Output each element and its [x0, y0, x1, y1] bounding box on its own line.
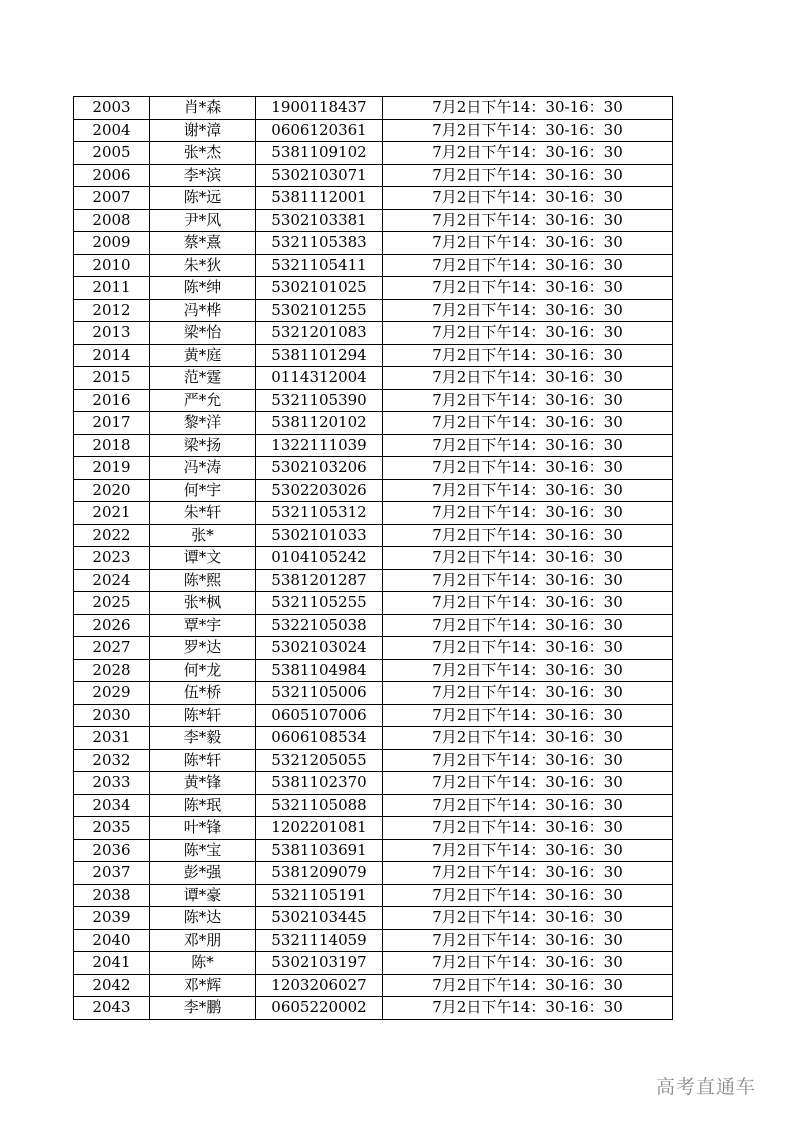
table-row: [74, 164, 673, 187]
id-cell: 5321114059: [256, 929, 383, 952]
time-cell: 7月2日下午14：30-16：30: [383, 884, 673, 907]
name-cell: 张*枫: [150, 592, 256, 615]
time-cell: 7月2日下午14：30-16：30: [383, 929, 673, 952]
seq-cell: 2013: [74, 322, 150, 345]
table-row: [74, 299, 673, 322]
id-cell: 5381101294: [256, 344, 383, 367]
time-cell: 7月2日下午14：30-16：30: [383, 907, 673, 930]
name-cell: 罗*达: [150, 637, 256, 660]
seq-cell: 2027: [74, 637, 150, 660]
name-cell: 冯*涛: [150, 457, 256, 480]
name-cell: 邓*朋: [150, 929, 256, 952]
seq-cell: 2015: [74, 367, 150, 390]
name-cell: 彭*强: [150, 862, 256, 885]
time-cell: 7月2日下午14：30-16：30: [383, 839, 673, 862]
seq-cell: 2009: [74, 232, 150, 255]
table-row: [74, 457, 673, 480]
name-cell: 陈*绅: [150, 277, 256, 300]
id-cell: 5381120102: [256, 412, 383, 435]
name-cell: 尹*风: [150, 209, 256, 232]
id-cell: 5302103024: [256, 637, 383, 660]
time-cell: 7月2日下午14：30-16：30: [383, 592, 673, 615]
time-cell: 7月2日下午14：30-16：30: [383, 524, 673, 547]
seq-cell: 2033: [74, 772, 150, 795]
table-row: [74, 974, 673, 997]
id-cell: 5321105255: [256, 592, 383, 615]
id-cell: 5302103445: [256, 907, 383, 930]
name-cell: 黄*锋: [150, 772, 256, 795]
time-cell: 7月2日下午14：30-16：30: [383, 119, 673, 142]
time-cell: 7月2日下午14：30-16：30: [383, 187, 673, 210]
name-cell: 朱*轩: [150, 502, 256, 525]
table-row: [74, 862, 673, 885]
table-row: [74, 367, 673, 390]
table-row: [74, 817, 673, 840]
id-cell: 5321105191: [256, 884, 383, 907]
table-row: [74, 97, 673, 120]
time-cell: 7月2日下午14：30-16：30: [383, 457, 673, 480]
id-cell: 0104105242: [256, 547, 383, 570]
name-cell: 朱*狄: [150, 254, 256, 277]
table-row: [74, 479, 673, 502]
seq-cell: 2016: [74, 389, 150, 412]
name-cell: 黎*洋: [150, 412, 256, 435]
id-cell: 5381109102: [256, 142, 383, 165]
name-cell: 陈*轩: [150, 704, 256, 727]
seq-cell: 2005: [74, 142, 150, 165]
table-row: [74, 119, 673, 142]
time-cell: 7月2日下午14：30-16：30: [383, 727, 673, 750]
table-row: [74, 344, 673, 367]
time-cell: 7月2日下午14：30-16：30: [383, 389, 673, 412]
id-cell: 5302103197: [256, 952, 383, 975]
id-cell: 5302101255: [256, 299, 383, 322]
name-cell: 李*滨: [150, 164, 256, 187]
id-cell: 5381103691: [256, 839, 383, 862]
time-cell: 7月2日下午14：30-16：30: [383, 659, 673, 682]
seq-cell: 2025: [74, 592, 150, 615]
seq-cell: 2004: [74, 119, 150, 142]
time-cell: 7月2日下午14：30-16：30: [383, 974, 673, 997]
seq-cell: 2014: [74, 344, 150, 367]
time-cell: 7月2日下午14：30-16：30: [383, 434, 673, 457]
seq-cell: 2012: [74, 299, 150, 322]
id-cell: 0605107006: [256, 704, 383, 727]
seq-cell: 2029: [74, 682, 150, 705]
time-cell: 7月2日下午14：30-16：30: [383, 862, 673, 885]
table-row: [74, 704, 673, 727]
seq-cell: 2032: [74, 749, 150, 772]
id-cell: 5321105312: [256, 502, 383, 525]
name-cell: 张*杰: [150, 142, 256, 165]
name-cell: 李*鹏: [150, 997, 256, 1020]
time-cell: 7月2日下午14：30-16：30: [383, 817, 673, 840]
table-row: [74, 727, 673, 750]
seq-cell: 2022: [74, 524, 150, 547]
name-cell: 覃*宇: [150, 614, 256, 637]
id-cell: 1322111039: [256, 434, 383, 457]
name-cell: 谢*漳: [150, 119, 256, 142]
name-cell: 蔡*熹: [150, 232, 256, 255]
table-row: [74, 907, 673, 930]
time-cell: 7月2日下午14：30-16：30: [383, 794, 673, 817]
seq-cell: 2040: [74, 929, 150, 952]
id-cell: 0606120361: [256, 119, 383, 142]
seq-cell: 2003: [74, 97, 150, 120]
id-cell: 5321105006: [256, 682, 383, 705]
id-cell: 5321105383: [256, 232, 383, 255]
id-cell: 5321105411: [256, 254, 383, 277]
name-cell: 黄*庭: [150, 344, 256, 367]
id-cell: 5381104984: [256, 659, 383, 682]
table-row: [74, 524, 673, 547]
table-row: [74, 389, 673, 412]
time-cell: 7月2日下午14：30-16：30: [383, 502, 673, 525]
name-cell: 陈*宝: [150, 839, 256, 862]
time-cell: 7月2日下午14：30-16：30: [383, 142, 673, 165]
id-cell: 5302101033: [256, 524, 383, 547]
watermark-text: 高考直通车: [656, 1076, 757, 1098]
seq-cell: 2035: [74, 817, 150, 840]
table-row: [74, 794, 673, 817]
time-cell: 7月2日下午14：30-16：30: [383, 254, 673, 277]
id-cell: 1900118437: [256, 97, 383, 120]
name-cell: 冯*桦: [150, 299, 256, 322]
table-row: [74, 209, 673, 232]
id-cell: 0605220002: [256, 997, 383, 1020]
table-row: [74, 187, 673, 210]
table-row: [74, 277, 673, 300]
time-cell: 7月2日下午14：30-16：30: [383, 232, 673, 255]
name-cell: 何*宇: [150, 479, 256, 502]
table-row: [74, 749, 673, 772]
seq-cell: 2034: [74, 794, 150, 817]
seq-cell: 2006: [74, 164, 150, 187]
table-row: [74, 637, 673, 660]
time-cell: 7月2日下午14：30-16：30: [383, 164, 673, 187]
seq-cell: 2030: [74, 704, 150, 727]
seq-cell: 2008: [74, 209, 150, 232]
seq-cell: 2026: [74, 614, 150, 637]
name-cell: 陈*熙: [150, 569, 256, 592]
seq-cell: 2041: [74, 952, 150, 975]
name-cell: 陈*远: [150, 187, 256, 210]
id-cell: 5302101025: [256, 277, 383, 300]
seq-cell: 2010: [74, 254, 150, 277]
id-cell: 5381209079: [256, 862, 383, 885]
id-cell: 5321105390: [256, 389, 383, 412]
seq-cell: 2019: [74, 457, 150, 480]
table-row: [74, 997, 673, 1020]
time-cell: 7月2日下午14：30-16：30: [383, 569, 673, 592]
table-row: [74, 254, 673, 277]
id-cell: 5302103381: [256, 209, 383, 232]
id-cell: 0114312004: [256, 367, 383, 390]
time-cell: 7月2日下午14：30-16：30: [383, 322, 673, 345]
name-cell: 李*毅: [150, 727, 256, 750]
time-cell: 7月2日下午14：30-16：30: [383, 412, 673, 435]
time-cell: 7月2日下午14：30-16：30: [383, 749, 673, 772]
id-cell: 5322105038: [256, 614, 383, 637]
id-cell: 5302103071: [256, 164, 383, 187]
table-row: [74, 142, 673, 165]
name-cell: 肖*森: [150, 97, 256, 120]
seq-cell: 2011: [74, 277, 150, 300]
id-cell: 5302103206: [256, 457, 383, 480]
time-cell: 7月2日下午14：30-16：30: [383, 299, 673, 322]
seq-cell: 2023: [74, 547, 150, 570]
table-row: [74, 614, 673, 637]
name-cell: 陈*: [150, 952, 256, 975]
name-cell: 伍*桥: [150, 682, 256, 705]
name-cell: 何*龙: [150, 659, 256, 682]
time-cell: 7月2日下午14：30-16：30: [383, 479, 673, 502]
seq-cell: 2020: [74, 479, 150, 502]
seq-cell: 2038: [74, 884, 150, 907]
name-cell: 梁*怡: [150, 322, 256, 345]
table-row: [74, 839, 673, 862]
seq-cell: 2043: [74, 997, 150, 1020]
table-row: [74, 682, 673, 705]
id-cell: 1202201081: [256, 817, 383, 840]
time-cell: 7月2日下午14：30-16：30: [383, 277, 673, 300]
name-cell: 严*允: [150, 389, 256, 412]
table-row: [74, 952, 673, 975]
time-cell: 7月2日下午14：30-16：30: [383, 952, 673, 975]
seq-cell: 2039: [74, 907, 150, 930]
time-cell: 7月2日下午14：30-16：30: [383, 344, 673, 367]
id-cell: 5381201287: [256, 569, 383, 592]
table-row: [74, 502, 673, 525]
name-cell: 梁*扬: [150, 434, 256, 457]
seq-cell: 2028: [74, 659, 150, 682]
name-cell: 张*: [150, 524, 256, 547]
name-cell: 陈*轩: [150, 749, 256, 772]
id-cell: 1203206027: [256, 974, 383, 997]
seq-cell: 2042: [74, 974, 150, 997]
seq-cell: 2017: [74, 412, 150, 435]
id-cell: 5321201083: [256, 322, 383, 345]
exam-schedule-table: [73, 96, 673, 1020]
seq-cell: 2037: [74, 862, 150, 885]
name-cell: 范*霆: [150, 367, 256, 390]
seq-cell: 2036: [74, 839, 150, 862]
table-row: [74, 569, 673, 592]
table-row: [74, 547, 673, 570]
table-row: [74, 772, 673, 795]
table-row: [74, 434, 673, 457]
name-cell: 邓*辉: [150, 974, 256, 997]
seq-cell: 2024: [74, 569, 150, 592]
name-cell: 陈*达: [150, 907, 256, 930]
name-cell: 叶*锋: [150, 817, 256, 840]
table-row: [74, 659, 673, 682]
time-cell: 7月2日下午14：30-16：30: [383, 97, 673, 120]
id-cell: 5302203026: [256, 479, 383, 502]
name-cell: 谭*豪: [150, 884, 256, 907]
seq-cell: 2018: [74, 434, 150, 457]
table-row: [74, 884, 673, 907]
id-cell: 0606108534: [256, 727, 383, 750]
seq-cell: 2021: [74, 502, 150, 525]
time-cell: 7月2日下午14：30-16：30: [383, 209, 673, 232]
seq-cell: 2007: [74, 187, 150, 210]
id-cell: 5381102370: [256, 772, 383, 795]
table-row: [74, 592, 673, 615]
time-cell: 7月2日下午14：30-16：30: [383, 772, 673, 795]
time-cell: 7月2日下午14：30-16：30: [383, 997, 673, 1020]
table-row: [74, 929, 673, 952]
time-cell: 7月2日下午14：30-16：30: [383, 682, 673, 705]
time-cell: 7月2日下午14：30-16：30: [383, 637, 673, 660]
table-body: [74, 97, 673, 1020]
seq-cell: 2031: [74, 727, 150, 750]
name-cell: 陈*珉: [150, 794, 256, 817]
name-cell: 谭*文: [150, 547, 256, 570]
table-row: [74, 232, 673, 255]
time-cell: 7月2日下午14：30-16：30: [383, 547, 673, 570]
table-row: [74, 322, 673, 345]
id-cell: 5381112001: [256, 187, 383, 210]
time-cell: 7月2日下午14：30-16：30: [383, 367, 673, 390]
id-cell: 5321205055: [256, 749, 383, 772]
id-cell: 5321105088: [256, 794, 383, 817]
time-cell: 7月2日下午14：30-16：30: [383, 614, 673, 637]
table-row: [74, 412, 673, 435]
time-cell: 7月2日下午14：30-16：30: [383, 704, 673, 727]
